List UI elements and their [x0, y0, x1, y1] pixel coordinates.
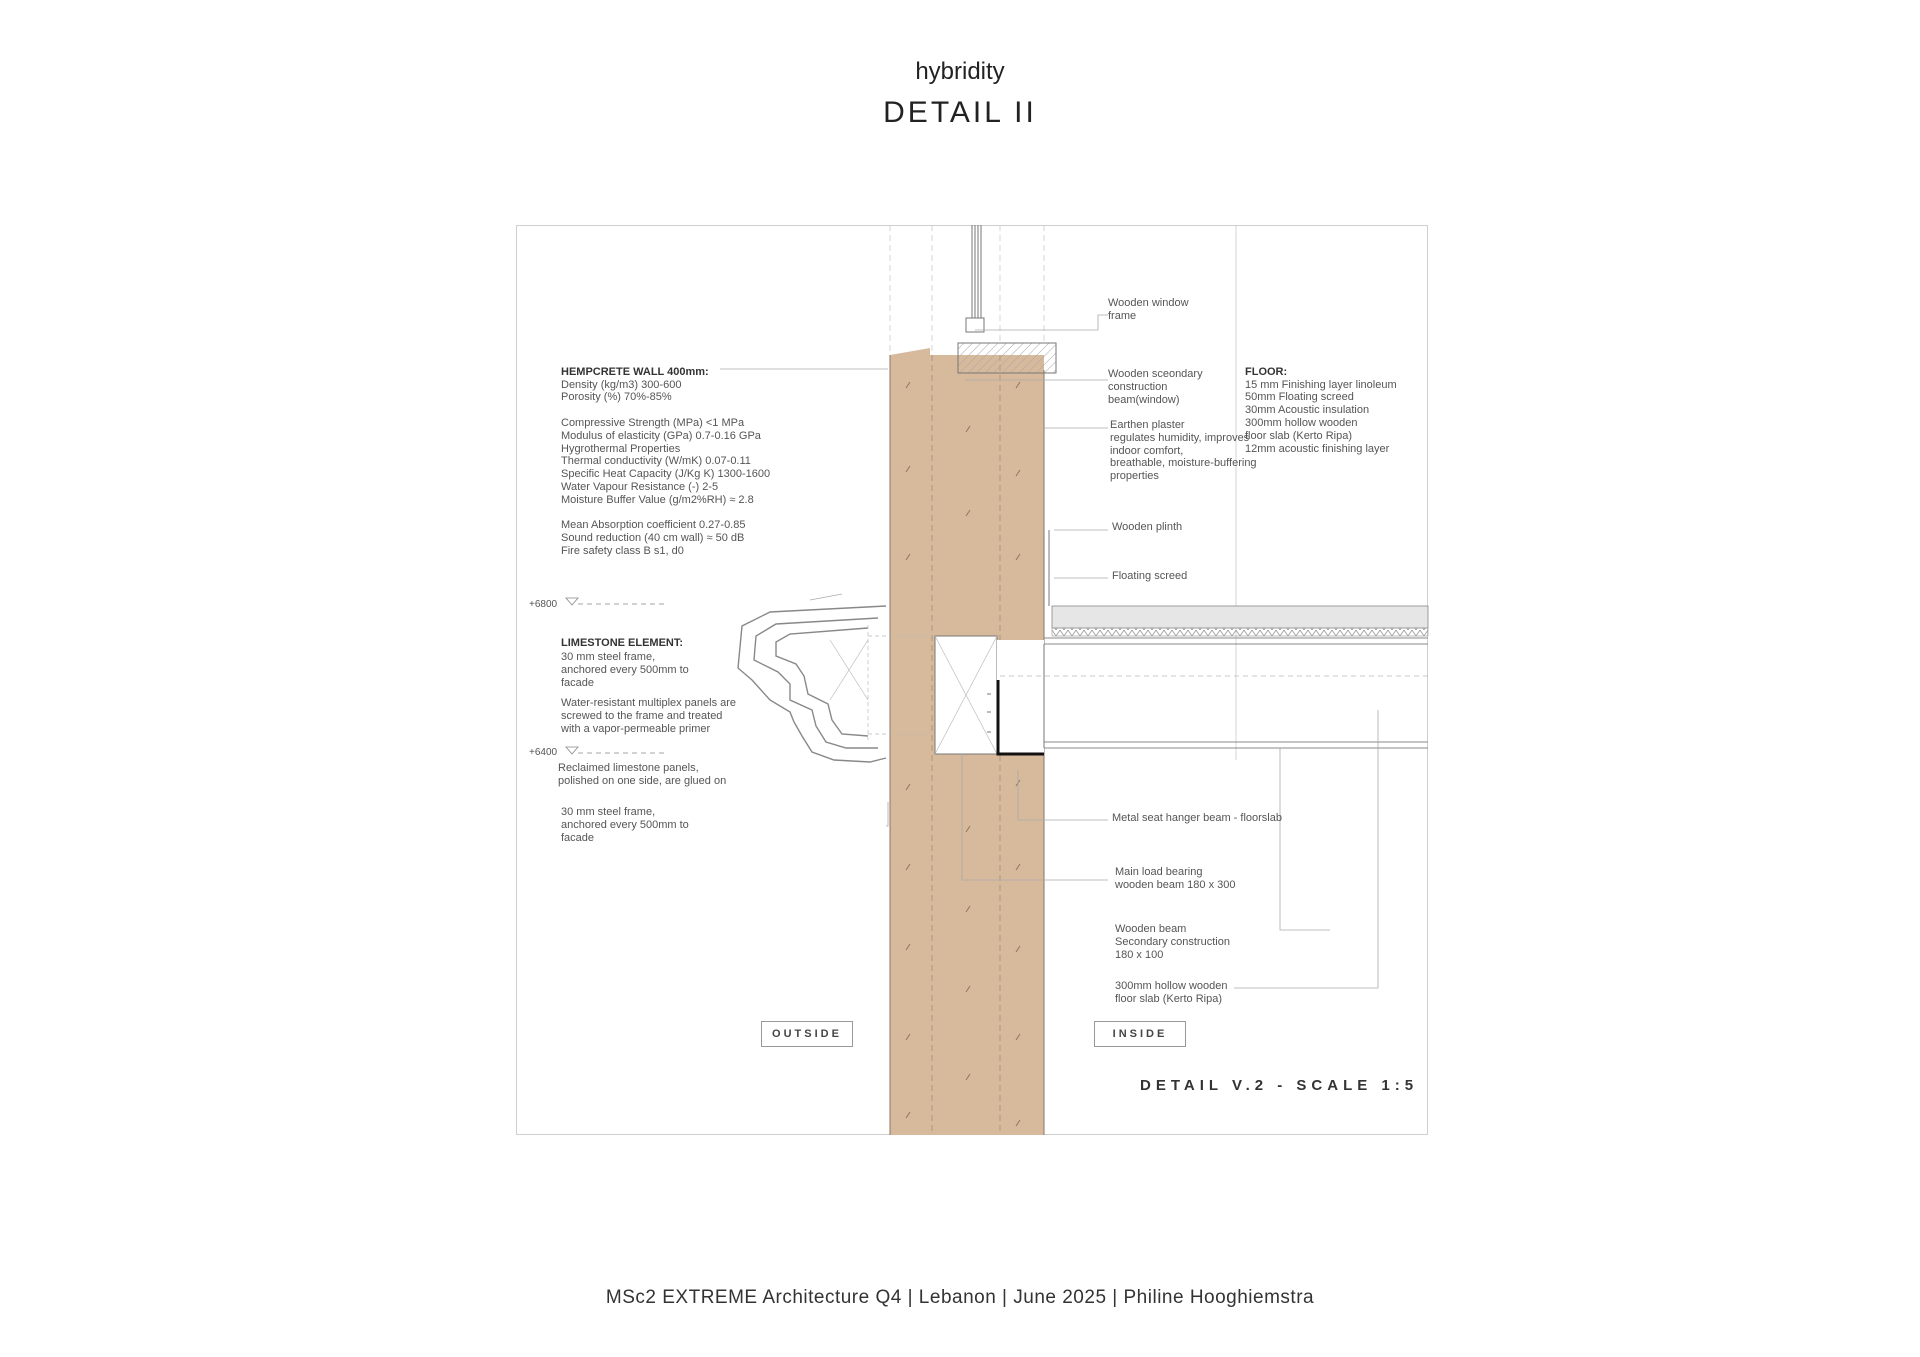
label-main-beam: Main load bearing wooden beam 180 x 300 — [1115, 866, 1236, 891]
limestone-element — [738, 606, 886, 762]
label-window-frame: Wooden window frame — [1108, 297, 1189, 322]
window-secondary-beam — [958, 343, 1056, 373]
page-subtitle: hybridity — [915, 58, 1005, 85]
floor-note — [1245, 353, 1397, 455]
floor-buildup — [1000, 606, 1428, 748]
limestone-frame-bottom: 30 mm steel frame, anchored every 500mm to facade — [561, 806, 689, 844]
label-plinth: Wooden plinth — [1112, 521, 1183, 533]
scale-label: DETAIL V.2 - SCALE 1:5 — [1140, 1077, 1419, 1094]
limestone-panels: Water-resistant multiplex panels are screwed to the frame and treated with a vapor-permeable primer — [561, 697, 737, 735]
wall-note-heading: HEMPCRETE WALL 400mm: — [561, 365, 709, 378]
footer-credits: MSc2 EXTREME Architecture Q4 | Lebanon | June 2025 | Philine Hooghiemstra — [605, 1287, 1315, 1308]
label-hanger: Metal seat hanger beam - floorslab — [1112, 812, 1282, 824]
level-upper: +6800 — [529, 599, 558, 610]
window-frame — [966, 225, 984, 332]
limestone-frame-top: 30 mm steel frame, anchored every 500mm to facade — [561, 651, 689, 689]
beam-gap — [997, 640, 1044, 754]
limestone-reclaimed: Reclaimed limestone panels, polished on one side, are glued on — [558, 762, 727, 787]
label-earthen-plaster: Earthen plaster regulates humidity, improves indoor comfort, breathable, moisture-buffering properties — [1110, 419, 1257, 483]
label-secondary-beam: Wooden beam Secondary construction 180 x 100 — [1115, 923, 1230, 961]
page-title: DETAIL II — [883, 96, 1037, 129]
tag-outside: OUTSIDE — [761, 1021, 853, 1047]
level-lower: +6400 — [529, 747, 558, 758]
floor-note-lines: 15 mm Finishing layer linoleum 50mm Floating screed 30mm Acoustic insulation 300mm hollow wooden floor slab (Kerto Ripa) 12mm acoustic finishing layer — [1245, 378, 1397, 455]
label-floating-screed: Floating screed — [1112, 570, 1188, 582]
floor-note-heading: FLOOR: — [1245, 365, 1288, 378]
wall-note-lines: Density (kg/m3) 300-600 Porosity (%) 70%-85% Compressive Strength (MPa) <1 MPa Modulus of elasticity (GPa) 0.7-0.16 GPa Hygrothermal Properties Thermal conductivity (W/mK) 0.07-0.11 Specific Heat Capacity (J/Kg K) 1300-1600 Water Vapour Resistance (-) 2-5 Moisture Buffer Value (g/m2%RH) ≈ 2.8 Mean Absorption coefficient 0.27-0.85 Sound reduction (40 cm wall) ≈ 50 dB Fire safety class B s1, d0 — [561, 378, 771, 557]
wall-note — [561, 353, 770, 558]
label-secondary-beam-window: Wooden sceondary construction beam(window) — [1108, 368, 1203, 406]
wall-top-slope — [890, 348, 930, 355]
label-hollow-slab: 300mm hollow wooden floor slab (Kerto Ripa) — [1115, 980, 1228, 1005]
limestone-note-heading: LIMESTONE ELEMENT: — [561, 636, 684, 649]
tag-inside: INSIDE — [1094, 1021, 1186, 1047]
